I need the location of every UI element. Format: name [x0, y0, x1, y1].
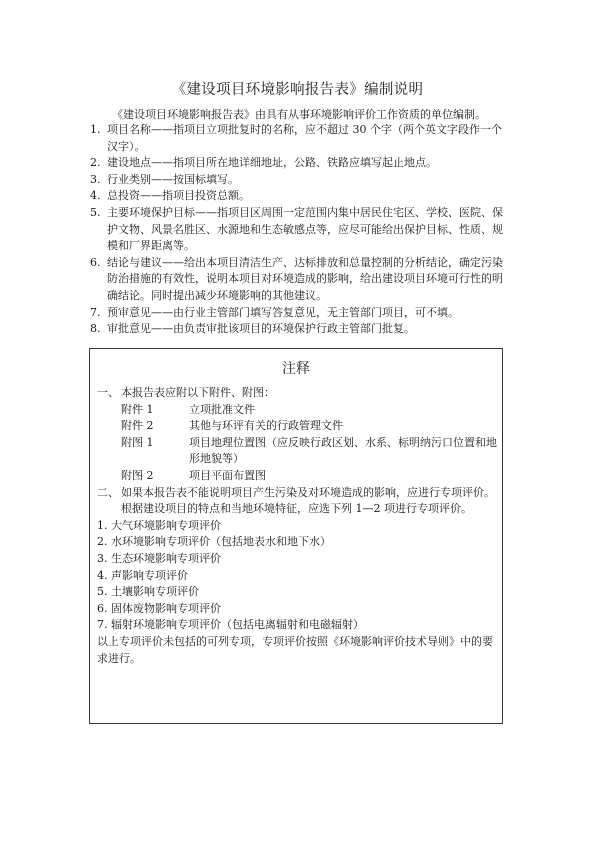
instruction-item [90, 172, 510, 189]
attachment-text: 立项批准文件 [189, 402, 255, 416]
item-text: 固体废物影响专项评价 [111, 601, 221, 615]
item-text: 主要环境保护目标——指项目区周围一定范围内集中居民住宅区、学校、医院、保护文物、风景名胜区、水源地和生态敏感点等，应尽可能给出保护目标、性质、规模和厂界距离等。 [107, 205, 503, 253]
item-number: 6. [97, 601, 108, 615]
item-number: 4. [97, 568, 108, 582]
item-number: 2. [90, 156, 101, 170]
item-text: 总投资——指项目投资总额。 [107, 189, 250, 203]
special-item [97, 584, 499, 601]
attachment-text: 其他与环评有关的行政管理文件 [189, 419, 343, 433]
item-text: 土壤影响专项评价 [111, 585, 199, 599]
item-text: 结论与建议——给出本项目清洁生产、达标排放和总量控制的分析结论，确定污染防治措施的有效性，说明本项目对环境造成的影响，给出建设项目环境可行性的明确结论。同时提出减少环境影响的其他建议。 [107, 255, 503, 302]
item-number: 5. [97, 585, 108, 599]
item-number: 5. [90, 205, 101, 219]
attachment-item [121, 468, 499, 485]
item-text: 行业类别——按国标填写。 [107, 172, 239, 186]
section-text: 如果本报告表不能说明项目产生污染及对环境造成的影响，应进行专项评价。根据建设项目的特点和当地环境特征，应选下列 1—2 项进行专项评价。 [121, 485, 495, 516]
item-text: 审批意见——由负责审批该项目的环境保护行政主管部门批复。 [107, 322, 415, 336]
item-number: 6. [90, 255, 101, 269]
notes-section-attachments [97, 385, 499, 402]
item-number: 2. [97, 535, 108, 549]
item-number: 4. [90, 189, 101, 203]
item-number: 1. [90, 123, 101, 136]
item-text: 生态环境影响专项评价 [111, 551, 221, 565]
instruction-item [90, 122, 510, 155]
special-evaluation-list [97, 518, 499, 634]
notes-body [97, 385, 499, 667]
instruction-item [90, 188, 510, 205]
attachment-item [121, 418, 499, 435]
attachment-label: 附件 1 [121, 402, 154, 416]
item-number: 7. [90, 305, 101, 319]
section-number: 一、 [97, 386, 119, 399]
notes-section-special-evaluation [97, 485, 499, 518]
attachment-text: 项目地理位置图（应反映行政区划、水系、标明纳污口位置和地形地貌等） [189, 435, 497, 466]
item-number: 3. [90, 172, 101, 186]
item-text: 大气环境影响专项评价 [111, 518, 221, 532]
item-text: 建设地点——指项目所在地详细地址，公路、铁路应填写起止地点。 [107, 156, 437, 170]
attachment-label: 附图 2 [121, 468, 154, 482]
instruction-item [90, 255, 510, 305]
instruction-item [90, 155, 510, 172]
intro-paragraph: 《建设项目环境影响报告表》由具有从事环境影响评价工作资质的单位编制。 [112, 108, 486, 121]
instruction-item [90, 305, 510, 322]
item-number: 3. [97, 551, 108, 565]
attachment-label: 附图 1 [121, 435, 154, 449]
notes-closing: 以上专项评价未包括的可列专项，专项评价按照《环境影响评价技术导则》中的要求进行。 [97, 634, 493, 665]
attachment-item [121, 435, 499, 468]
item-text: 预审意见——由行业主管部门填写答复意见，无主管部门项目，可不填。 [107, 305, 459, 319]
special-item [97, 568, 499, 585]
section-text: 本报告表应附以下附件、附图： [121, 386, 275, 399]
instructions-list [90, 122, 510, 338]
special-item [97, 518, 499, 535]
item-number: 7. [97, 618, 108, 632]
item-text: 水环境影响专项评价（包括地表水和地下水） [111, 535, 331, 549]
instruction-item [90, 321, 510, 338]
attachments-list [97, 402, 499, 485]
attachment-text: 项目平面布置图 [189, 468, 266, 482]
notes-title: 注释 [282, 361, 310, 377]
special-item [97, 534, 499, 551]
special-item [97, 601, 499, 618]
item-text: 项目名称——指项目立项批复时的名称，应不超过 30 个字（两个英文字段作一个汉字）。 [107, 123, 502, 153]
document-title: 《建设项目环境影响报告表》编制说明 [171, 82, 424, 98]
special-item [97, 551, 499, 568]
section-number: 二、 [97, 485, 119, 499]
notes-box [89, 348, 503, 724]
item-text: 声影响专项评价 [111, 568, 188, 582]
special-item [97, 617, 499, 634]
item-number: 8. [90, 322, 101, 336]
instruction-item [90, 205, 510, 255]
attachment-item [121, 402, 499, 419]
item-number: 1. [97, 518, 108, 532]
item-text: 辐射环境影响专项评价（包括电离辐射和电磁辐射） [111, 618, 364, 632]
attachment-label: 附件 2 [121, 419, 154, 433]
